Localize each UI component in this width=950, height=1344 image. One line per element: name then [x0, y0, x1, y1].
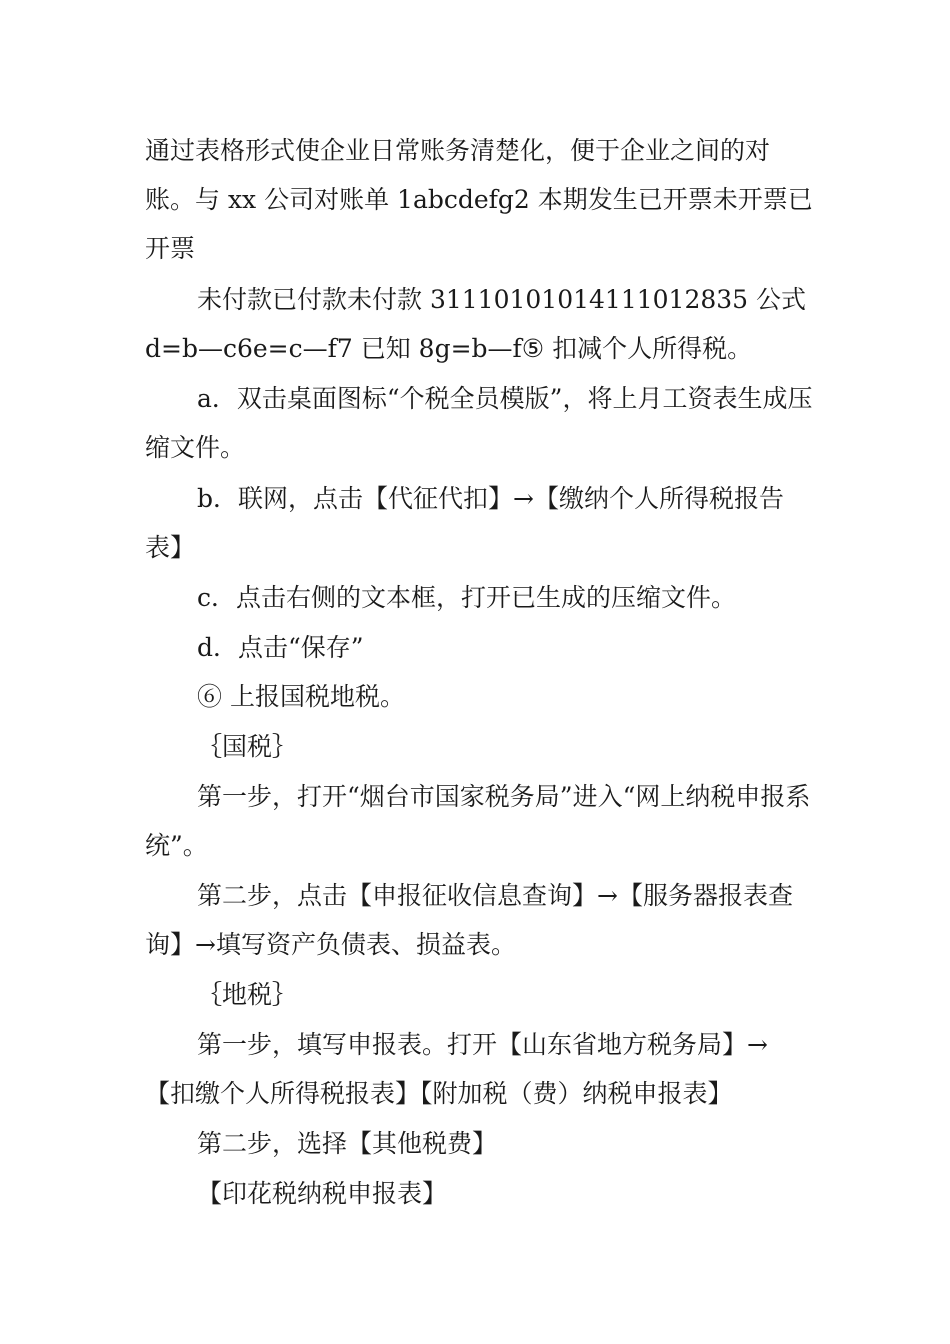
heading-local-tax: ｛地税｝: [197, 980, 298, 1009]
paragraph-reconciliation: 通过表格形式使企业日常账务清楚化，便于企业之间的对账。与 xx 公司对账单 1abcdefg2 本期发生已开票未开票已开票: [145, 136, 813, 263]
paragraph-formula: 未付款已付款未付款 31110101014111012835 公式 d=b—c6e=c—f7 已知 8g=b—f⑤ 扣减个人所得税。: [145, 285, 807, 363]
paragraph-step-a: a．双击桌面图标“个税全员模版”，将上月工资表生成压缩文件。: [145, 384, 813, 462]
paragraph-stamp-tax-form: 【印花税纳税申报表】: [197, 1179, 448, 1208]
paragraph-local-step2: 第二步，选择【其他税费】: [197, 1129, 498, 1158]
paragraph-local-step1: 第一步，填写申报表。打开【山东省地方税务局】→【扣缴个人所得税报表】【附加税（费）纳税申报表】: [145, 1030, 768, 1108]
paragraph-national-step2: 第二步，点击【申报征收信息查询】→【服务器报表查询】→填写资产负债表、损益表。: [145, 881, 793, 959]
paragraph-step-b: b．联网，点击【代征代扣】→【缴纳个人所得税报告表】: [145, 484, 784, 562]
paragraph-step-c: c．点击右侧的文本框，打开已生成的压缩文件。: [197, 583, 737, 612]
paragraph-report-taxes: ⑥ 上报国税地税。: [197, 682, 405, 711]
heading-national-tax: ｛国税｝: [197, 732, 298, 761]
paragraph-national-step1: 第一步，打开“烟台市国家税务局”进入“网上纳税申报系统”。: [145, 782, 811, 860]
paragraph-step-d: d．点击“保存”: [197, 633, 364, 662]
